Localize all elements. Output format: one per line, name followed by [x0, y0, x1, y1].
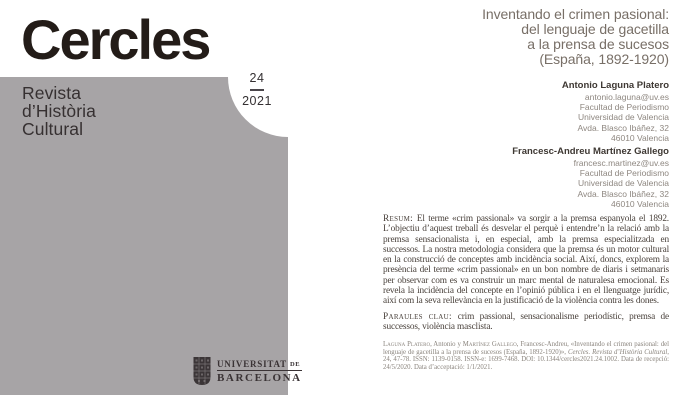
author-affiliation-line: Universidad de Valencia	[577, 178, 669, 189]
publisher-name-line2: BARCELONA	[217, 371, 302, 384]
author-affiliation-line: Facultad de Periodismo	[579, 102, 669, 113]
publisher-logo	[192, 356, 302, 386]
article-title-line: (España, 1892-1920)	[539, 51, 669, 67]
abstract	[383, 214, 669, 307]
journal-subtitle-line: Cultural	[22, 119, 84, 139]
article-title-line: Inventando el crimen pasional:	[482, 6, 669, 22]
journal-title: Cercles	[21, 8, 210, 71]
author-email: francesc.martinez@uv.es	[573, 158, 669, 169]
issue-divider	[250, 89, 264, 91]
keywords	[383, 312, 669, 333]
issue-info	[237, 72, 277, 108]
abstract-text: El terme «crim passional» va sorgir a la premsa espanyola el 1892. L’objectiu d’aquest treball és desvelar el perquè i entendre’n la relació amb la premsa sensacionalista i, en especial, amb la premsa especialitzada en successos. La nostra metodologia considera que la premsa és un motor cultural en la construcció de conceptes amb incidència social. Així, doncs, explorem la presència del terme «crim passional» en un bon nombre de diaris i setmanaris per observar com es va construir un marc mental de naturalesa emocional. Es revela la incidència del concepte en l’opinió pública i en el llenguatge jurídic, així com la seva rellevància en la justificació de la violència contra les dones.	[383, 214, 669, 307]
article-title-line: del lenguaje de gacetilla	[521, 21, 669, 37]
authors-section	[512, 80, 669, 209]
article-front-matter	[383, 214, 669, 371]
author-name: Antonio Laguna Platero	[561, 80, 669, 91]
article-title	[482, 7, 669, 67]
ub-crest-icon	[192, 356, 212, 386]
keywords-text: crim passional, sensacionalisme periodístic, premsa de successos, violència masclista.	[383, 311, 669, 332]
author-affiliation-line: Avda. Blasco Ibáñez, 32	[577, 188, 669, 199]
author-email: antonio.laguna@uv.es	[584, 92, 669, 102]
issue-number: 24	[249, 71, 265, 85]
citation-note: Laguna Platero, Antonio y Martínez Gallego, Francesc-Andreu, «Inventando el crimen pasional: del lenguaje de gacetilla a la prensa de sucesos (España, 1892-1920)», Cercles. Revista d’Història Cultural, 24, 47-78. ISSN: 1139-0158. ISSN-e: 1699-7468. DOI: 10.1344/cercles2021.24.1002. Data de recepció: 24/5/2020. Data d’acceptació: 1/1/2021.	[383, 341, 669, 371]
journal-subtitle-line: Revista	[22, 83, 82, 103]
journal-subtitle	[22, 84, 96, 138]
cover-gray-panel	[0, 71, 302, 395]
keywords-label: Paraules clau:	[383, 311, 458, 322]
author-affiliation-line: 46010 Valencia	[611, 132, 669, 143]
publisher-name-line1: UNIVERSITAT DE	[217, 358, 301, 369]
author-block	[512, 146, 669, 209]
author-name: Francesc-Andreu Martínez Gallego	[512, 146, 669, 158]
author-affiliation-line: Avda. Blasco Ibáñez, 32	[577, 122, 669, 133]
publisher-name-de: DE	[290, 360, 301, 368]
publisher-name	[217, 359, 302, 384]
article-title-line: a la prensa de sucesos	[527, 36, 669, 52]
author-affiliation-line: 46010 Valencia	[611, 198, 669, 209]
author-affiliation-line: Universidad de Valencia	[577, 112, 669, 123]
journal-subtitle-line: d’Història	[22, 101, 96, 121]
issue-year: 2021	[242, 93, 272, 108]
author-block	[512, 80, 669, 143]
abstract-label: Resum:	[383, 214, 417, 224]
author-affiliation-line: Facultad de Periodismo	[579, 168, 669, 179]
